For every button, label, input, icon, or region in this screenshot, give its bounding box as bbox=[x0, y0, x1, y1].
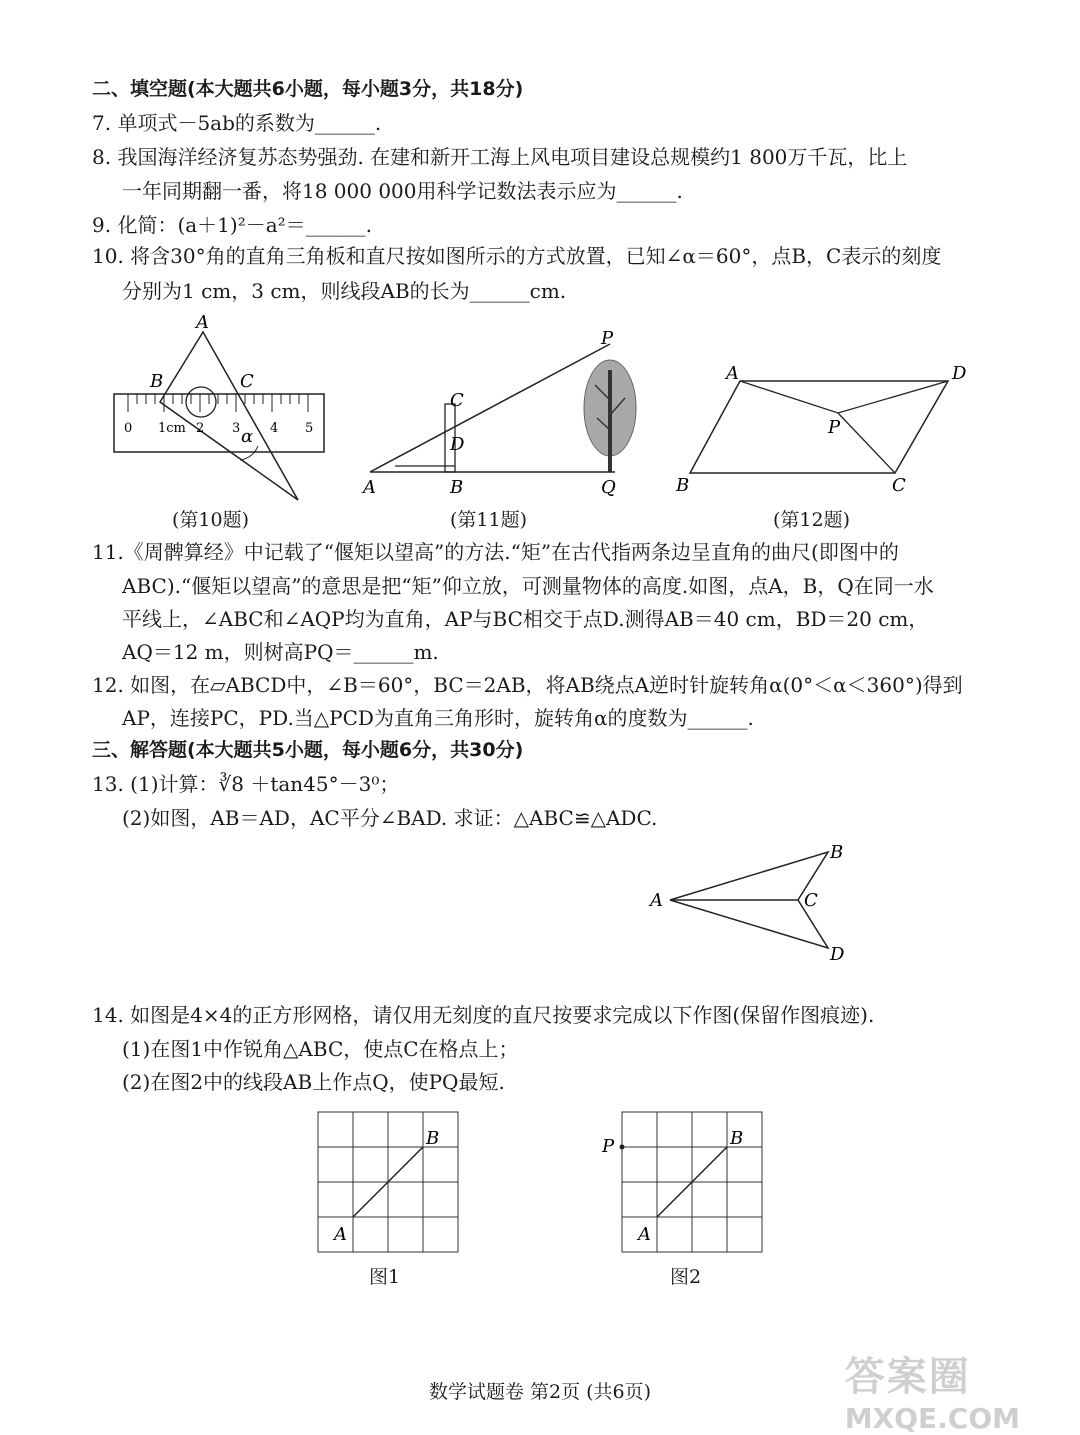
label-Q: Q bbox=[601, 477, 616, 498]
label-A: A bbox=[334, 1224, 347, 1245]
question-11-line-1: 11.《周髀算经》中记载了“偃矩以望高”的方法.“矩”在古代指两条边呈直角的曲尺(即图中的 bbox=[92, 540, 899, 564]
question-11-line-2: ABC).“偃矩以望高”的意思是把“矩”仰立放，可测量物体的高度.如图，点A，B，Q在同一水 bbox=[122, 574, 934, 598]
watermark bbox=[845, 1345, 1020, 1435]
segments-AP-PD bbox=[740, 381, 948, 413]
label-alpha: α bbox=[241, 426, 254, 447]
ruler-tick-2: 2 bbox=[196, 421, 205, 436]
ruler-tick-4: 4 bbox=[270, 421, 279, 436]
label-P: P bbox=[828, 417, 841, 438]
label-A: A bbox=[650, 890, 663, 911]
parallelogram-ABCD bbox=[690, 381, 948, 473]
question-10-line-1: 10. 将含30°角的直角三角板和直尺按如图所示的方式放置，已知∠α＝60°，点B，C表示的刻度 bbox=[92, 244, 942, 268]
question-9: 9. 化简：(a＋1)²－a²＝______. bbox=[92, 213, 373, 237]
section-heading-solve: 三、解答题(本大题共5小题，每小题6分，共30分) bbox=[92, 739, 524, 761]
label-B: B bbox=[450, 477, 464, 498]
page-footer: 数学试题卷 第2页 (共6页) bbox=[428, 1381, 652, 1403]
segment-PC bbox=[838, 413, 895, 473]
question-12-line-2: AP，连接PC，PD.当△PCD为直角三角形时，旋转角α的度数为______. bbox=[122, 706, 754, 730]
figure-12 bbox=[670, 355, 980, 505]
question-11-line-3: 平线上，∠ABC和∠AQP均为直角，AP与BC相交于点D.测得AB＝40 cm，BD＝20 cm， bbox=[122, 607, 929, 631]
label-A: A bbox=[363, 477, 376, 498]
question-14-line-2: (1)在图1中作锐角△ABC，使点C在格点上； bbox=[122, 1037, 519, 1061]
label-P: P bbox=[602, 1136, 615, 1157]
grid-figure-1-caption: 图1 bbox=[369, 1266, 401, 1288]
figure-13 bbox=[640, 838, 870, 968]
label-D: D bbox=[450, 434, 465, 455]
set-square-triangle bbox=[160, 332, 298, 500]
figure-10-caption: (第10题) bbox=[172, 509, 250, 531]
label-B: B bbox=[730, 1128, 744, 1149]
question-11-line-4: AQ＝12 m，则树高PQ＝______m. bbox=[122, 640, 439, 664]
label-A: A bbox=[196, 312, 209, 333]
watermark-bottom: MXQE.COM bbox=[844, 1402, 1020, 1435]
label-C: C bbox=[892, 475, 906, 496]
question-13-line-1: 13. (1)计算：∛8 ＋tan45°－3⁰； bbox=[92, 772, 400, 796]
label-D: D bbox=[952, 363, 967, 384]
question-8-line-1: 8. 我国海洋经济复苏态势强劲. 在建和新开工海上风电项目建设总规模约1 800万千瓦，比上 bbox=[92, 145, 908, 169]
figure-11-caption: (第11题) bbox=[450, 509, 528, 531]
question-13-line-2: (2)如图，AB＝AD，AC平分∠BAD. 求证：△ABC≌△ADC. bbox=[122, 806, 658, 830]
question-12-line-1: 12. 如图，在▱ABCD中，∠B＝60°，BC＝2AB，将AB绕点A逆时针旋转角α(0°＜α＜360°)得到 bbox=[92, 673, 963, 697]
figure-10 bbox=[100, 310, 340, 510]
label-C: C bbox=[450, 390, 464, 411]
label-A: A bbox=[726, 363, 739, 384]
section-heading-fill-blank: 二、填空题(本大题共6小题，每小题3分，共18分) bbox=[92, 78, 524, 100]
point-P bbox=[620, 1145, 625, 1150]
ruler-tick-0: 0 bbox=[124, 421, 133, 436]
question-10-line-2: 分别为1 cm，3 cm，则线段AB的长为______cm. bbox=[122, 279, 567, 303]
grid-figure-2 bbox=[596, 1110, 776, 1255]
ruler-tick-5: 5 bbox=[305, 421, 314, 436]
label-P: P bbox=[601, 330, 614, 349]
label-D: D bbox=[830, 944, 845, 965]
label-C: C bbox=[240, 371, 254, 392]
label-C: C bbox=[804, 890, 818, 911]
sight-line-AP bbox=[370, 344, 610, 472]
label-B: B bbox=[830, 842, 844, 863]
question-14-line-3: (2)在图2中的线段AB上作点Q，使PQ最短. bbox=[122, 1070, 505, 1094]
label-B: B bbox=[426, 1128, 440, 1149]
grid-figure-2-caption: 图2 bbox=[670, 1266, 702, 1288]
ruler-tick-1: 1cm bbox=[158, 421, 186, 436]
question-14-line-1: 14. 如图是4×4的正方形网格，请仅用无刻度的直尺按要求完成以下作图(保留作图痕迹). bbox=[92, 1003, 875, 1027]
figure-11 bbox=[355, 330, 645, 505]
question-7: 7. 单项式－5ab的系数为______. bbox=[92, 111, 382, 135]
watermark-top: 答案圈 bbox=[844, 1354, 971, 1400]
figure-12-caption: (第12题) bbox=[773, 509, 851, 531]
label-A: A bbox=[638, 1224, 651, 1245]
question-8-line-2: 一年同期翻一番，将18 000 000用科学记数法表示应为______. bbox=[122, 179, 683, 203]
grid-figure-1 bbox=[310, 1110, 470, 1255]
ruler-tick-3: 3 bbox=[232, 421, 241, 436]
label-B: B bbox=[150, 371, 164, 392]
label-B: B bbox=[676, 475, 690, 496]
alpha-arc bbox=[240, 446, 258, 460]
